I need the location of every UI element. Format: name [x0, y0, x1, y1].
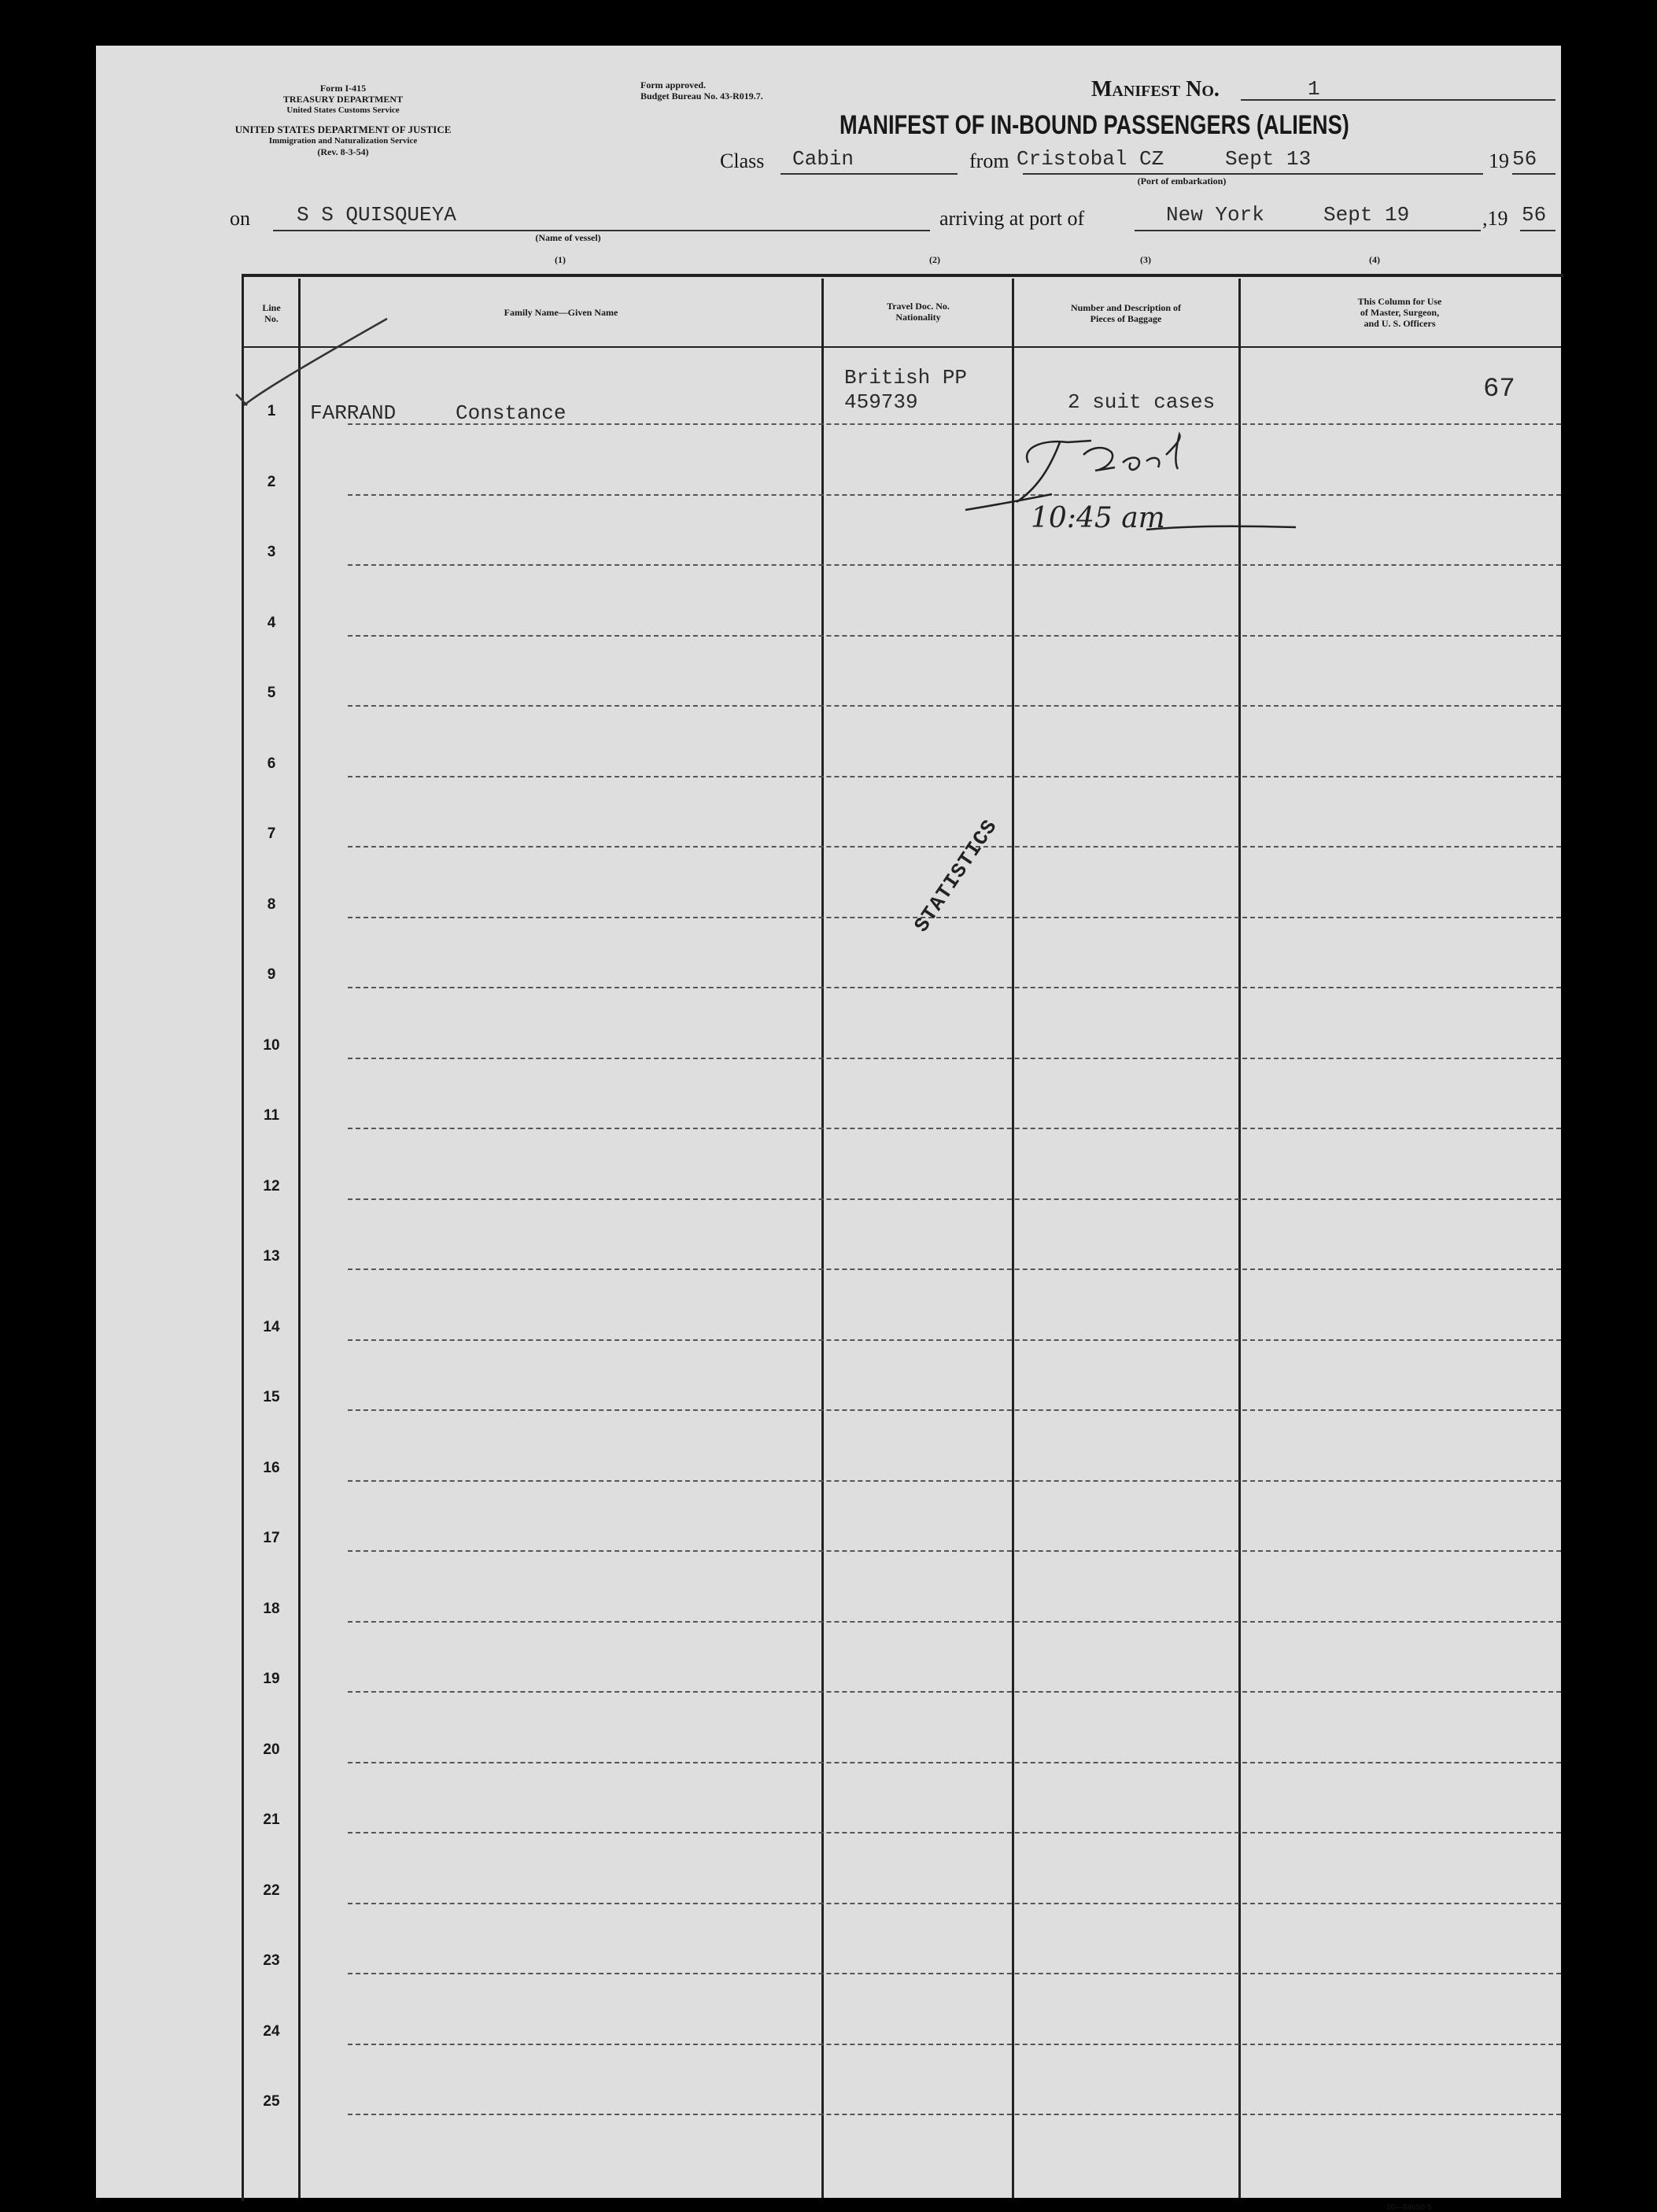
header-officers: This Column for Use of Master, Surgeon, and U. S. Officers — [1357, 296, 1442, 329]
line-number: 19 — [263, 1671, 280, 1687]
footer-code: 16—54650-5 — [1386, 2203, 1432, 2212]
divider-col-2 — [1012, 279, 1014, 2198]
row-line — [348, 1550, 1561, 1552]
line-number: 18 — [263, 1601, 280, 1617]
line-number: 17 — [263, 1530, 280, 1546]
line-number: 24 — [263, 2023, 280, 2040]
treasury-department: TREASURY DEPARTMENT — [282, 94, 404, 105]
divider-line-no — [298, 279, 301, 2198]
row-line — [348, 1762, 1561, 1763]
port-caption: (Port of embarkation) — [1137, 175, 1227, 186]
col-num-1: (1) — [555, 254, 566, 265]
vessel-caption: (Name of vessel) — [535, 232, 601, 243]
embarkation-port: Cristobal CZ — [1017, 147, 1164, 171]
manifest-no-line — [1241, 99, 1556, 101]
passenger-given-name: Constance — [456, 401, 566, 425]
header-baggage: Number and Description of Pieces of Baggage — [1070, 302, 1182, 324]
header-name: Family Name—Given Name — [504, 307, 618, 318]
manifest-no-label: Manifest No. — [1091, 77, 1220, 102]
row-line — [348, 1128, 1561, 1129]
statistics-stamp: STATISTICS — [910, 814, 1002, 937]
check-mark-icon — [230, 317, 403, 419]
officer-number: 67 — [1483, 375, 1515, 404]
line-number: 4 — [267, 615, 276, 631]
line-number: 22 — [263, 1882, 280, 1899]
arriving-label: arriving at port of — [939, 207, 1085, 230]
arrival-line — [1135, 230, 1481, 231]
row-line — [348, 1480, 1561, 1482]
travel-doc-type: British PP — [844, 366, 968, 390]
arrival-date: Sept 19 — [1323, 203, 1410, 227]
row-line — [348, 705, 1561, 707]
manifest-no-value: 1 — [1308, 77, 1320, 101]
customs-service: United States Customs Service — [286, 105, 400, 115]
line-number: 1 — [267, 403, 276, 419]
col-num-2: (2) — [929, 254, 940, 265]
header-line-no: Line No. — [262, 302, 281, 324]
row-line — [348, 564, 1561, 566]
arrival-year-line — [1520, 230, 1556, 231]
header-underline — [244, 346, 1561, 348]
row-line — [348, 1409, 1561, 1411]
line-number: 7 — [267, 825, 276, 842]
row-line — [348, 1903, 1561, 1904]
travel-doc-number: 459739 — [844, 390, 918, 414]
class-line — [781, 173, 958, 175]
line-number: 5 — [267, 685, 276, 701]
row-line — [348, 917, 1561, 918]
line-number: 10 — [263, 1037, 280, 1054]
class-value: Cabin — [792, 147, 854, 171]
line-number: 23 — [263, 1952, 280, 1969]
line-number: 9 — [267, 966, 276, 983]
on-label: on — [230, 207, 250, 230]
manifest-table — [242, 274, 1563, 2201]
ins-service: Immigration and Naturalization Service — [268, 136, 418, 146]
vessel-line — [273, 230, 930, 231]
row-line — [348, 1268, 1561, 1270]
form-title: MANIFEST OF IN-BOUND PASSENGERS (ALIENS) — [840, 110, 1349, 140]
line-number: 21 — [263, 1811, 280, 1828]
line-number: 15 — [263, 1389, 280, 1405]
row-line — [348, 635, 1561, 637]
row-line — [348, 987, 1561, 988]
row-line — [348, 1621, 1561, 1623]
line-number: 8 — [267, 896, 276, 913]
line-number: 2 — [267, 474, 276, 490]
line-number: 14 — [263, 1319, 280, 1335]
line-number: 12 — [263, 1178, 280, 1195]
arrival-year-prefix: ,19 — [1482, 207, 1508, 230]
row-line — [348, 2114, 1561, 2115]
row-line — [348, 1198, 1561, 1200]
row-line — [348, 776, 1561, 777]
embarkation-date: Sept 13 — [1225, 147, 1312, 171]
vessel-name: S S QUISQUEYA — [297, 203, 456, 227]
row-line — [348, 1058, 1561, 1059]
arrival-year: 56 — [1522, 203, 1547, 227]
from-line — [1023, 173, 1483, 175]
row-line — [348, 1339, 1561, 1341]
class-label: Class — [720, 150, 765, 172]
from-label: from — [969, 150, 1009, 172]
divider-col-1 — [821, 279, 824, 2198]
line-number: 6 — [267, 755, 276, 772]
header-travel-doc: Travel Doc. No. Nationality — [887, 301, 950, 323]
manifest-sheet — [96, 46, 1561, 2212]
divider-col-3 — [1238, 279, 1241, 2198]
row-line — [348, 1832, 1561, 1833]
col-num-4: (4) — [1369, 254, 1380, 265]
baggage-description: 2 suit cases — [1068, 390, 1216, 414]
passenger-family-name: FARRAND — [310, 401, 397, 425]
line-number: 13 — [263, 1248, 280, 1265]
line-number: 11 — [263, 1107, 280, 1124]
row-line — [348, 1973, 1561, 1974]
form-approved: Form approved. — [640, 79, 707, 90]
line-number: 20 — [263, 1741, 280, 1758]
line-number: 16 — [263, 1460, 280, 1476]
signature-time: 10:45 am — [1031, 502, 1165, 534]
arrival-port: New York — [1166, 203, 1264, 227]
budget-bureau: Budget Bureau No. 43-R019.7. — [640, 90, 763, 102]
department-of-justice: UNITED STATES DEPARTMENT OF JUSTICE — [234, 124, 452, 135]
embarkation-year: 56 — [1512, 147, 1537, 171]
form-number: Form I-415 — [319, 83, 367, 94]
embarkation-year-line — [1512, 173, 1556, 175]
signature-underline — [1142, 518, 1300, 541]
revision-date: (Rev. 8-3-54) — [317, 146, 369, 157]
line-number: 3 — [267, 544, 276, 560]
row-line — [348, 2044, 1561, 2045]
row-line — [348, 1691, 1561, 1693]
embarkation-year-prefix: 19 — [1489, 150, 1509, 172]
line-number: 25 — [263, 2093, 280, 2110]
col-num-3: (3) — [1140, 254, 1151, 265]
row-line — [348, 846, 1561, 848]
